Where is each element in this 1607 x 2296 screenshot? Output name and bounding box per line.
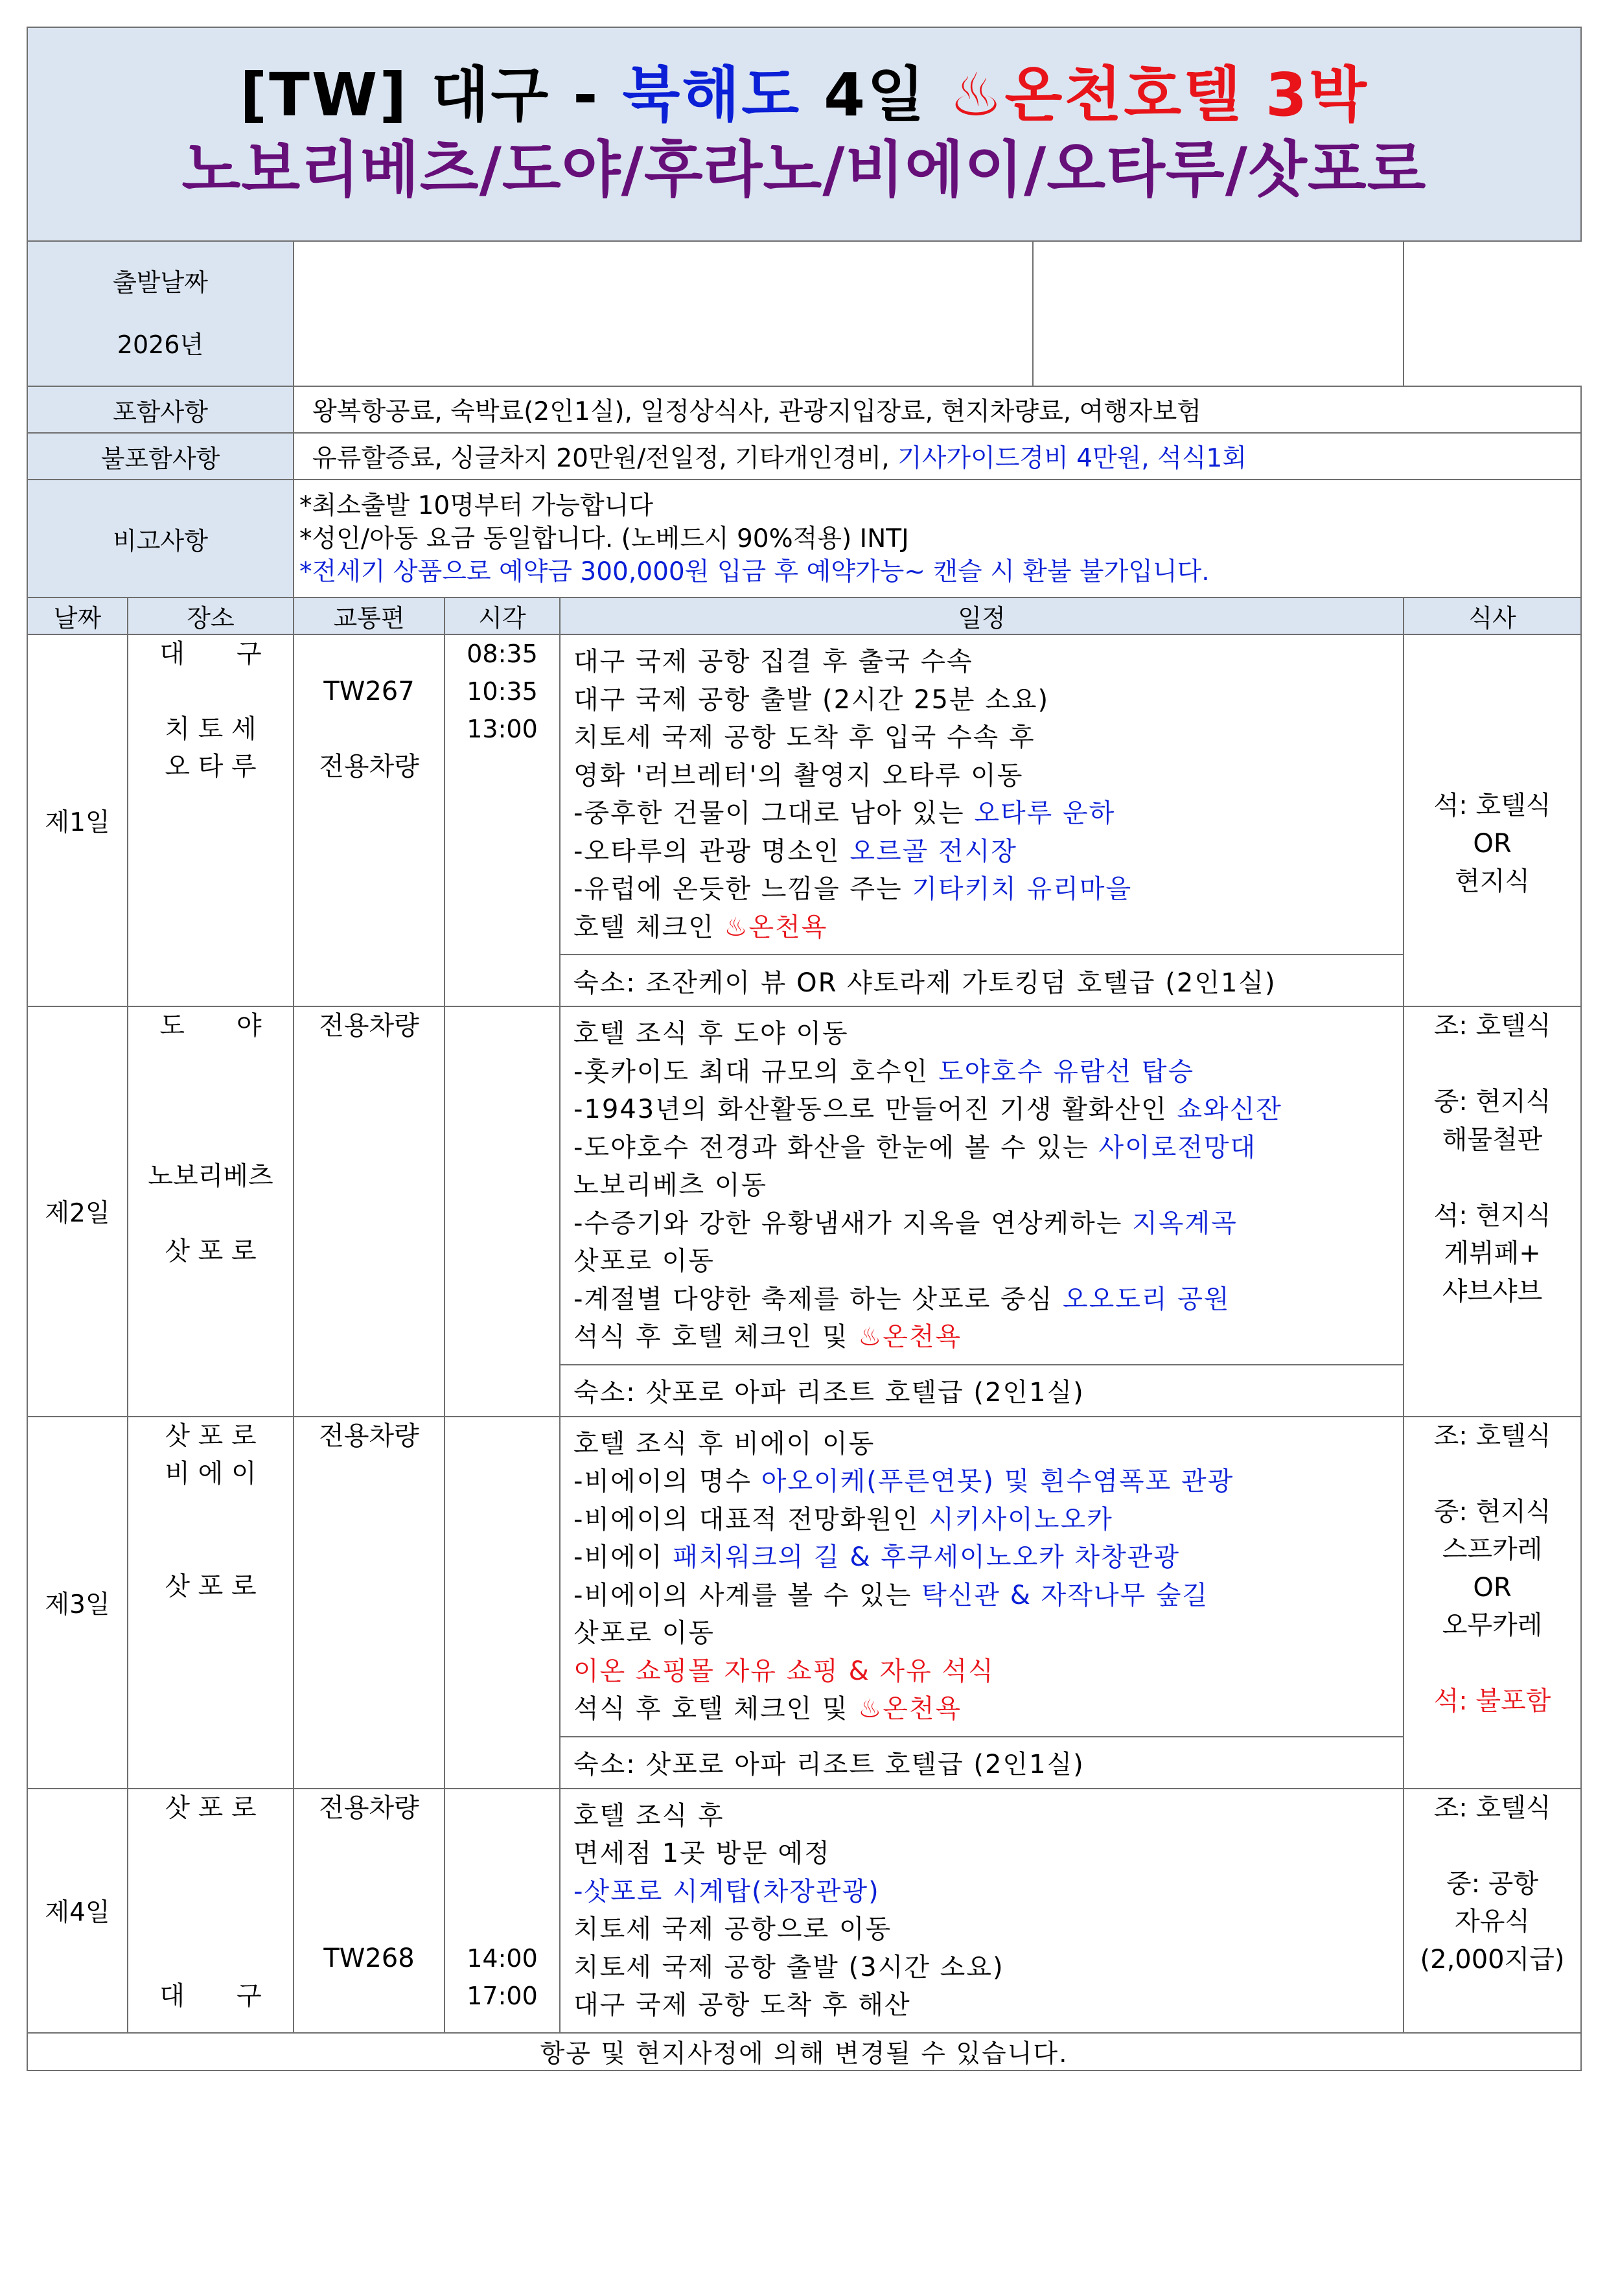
departure-date-field[interactable] — [294, 241, 1404, 386]
schedule-text: -비에이의 대표적 전망화원인 — [573, 1504, 929, 1535]
departure-label: 출발날짜 — [113, 268, 208, 297]
meal-line — [1404, 673, 1580, 712]
schedule-line — [573, 1318, 1403, 1356]
place-name — [128, 1940, 293, 1977]
schedule-text: 대구 국제 공항 출발 (2시간 25분 소요) — [573, 684, 1050, 715]
excluded-guide-fee: 기사가이드경비 4만원, 석식1회 — [897, 444, 1247, 473]
day-row — [27, 634, 1581, 955]
place-name — [128, 861, 293, 898]
day-row — [27, 1789, 1581, 2033]
schedule-text: 대구 국제 공항 도착 후 해산 — [573, 1990, 911, 2020]
schedule-text: 호텔 조식 후 — [573, 1800, 724, 1831]
schedule-line — [573, 1091, 1403, 1129]
schedule-text: -삿포로 시계탑(차장관광) — [573, 1876, 880, 1907]
meal-line: 중: 현지식 — [1433, 1496, 1551, 1527]
meal-cell — [1404, 1006, 1581, 1417]
place-cell — [128, 634, 294, 1006]
column-header: 교통편 — [294, 597, 445, 634]
schedule-line — [573, 870, 1403, 909]
schedule-line — [573, 1205, 1403, 1243]
schedule-text: 시키사이노오카 — [929, 1504, 1113, 1535]
meal-cell — [1404, 634, 1581, 1006]
schedule-text: 이온 쇼핑몰 자유 쇼핑 & 자유 석식 — [573, 1656, 995, 1686]
transport-cell — [294, 634, 445, 1006]
title-part: [TW] 대구 - — [240, 60, 623, 130]
transport-item — [294, 710, 444, 748]
place-cell — [128, 1006, 294, 1417]
schedule-line — [573, 1910, 1403, 1949]
title-line-2: 노보리베츠/도야/후라노/비에이/오타루/삿포로 — [181, 135, 1427, 205]
transport-cell — [294, 1417, 445, 1789]
place-name: 대 구 — [159, 1980, 262, 2011]
time-cell — [445, 1789, 560, 2033]
schedule-text: 호텔 조식 후 도야 이동 — [573, 1019, 849, 1049]
transport-item — [294, 1864, 444, 1902]
schedule-line — [573, 1873, 1403, 1911]
transport-item: 전용차량 — [319, 1421, 419, 1451]
schedule-text: -계절별 다양한 축제를 하는 삿포로 중심 — [573, 1284, 1063, 1314]
place-name — [128, 1902, 293, 1940]
time-value: 17:00 — [467, 1981, 538, 2010]
meal-line: 현지식 — [1455, 866, 1530, 896]
schedule-line — [573, 1797, 1403, 1835]
time-value — [445, 1789, 559, 1827]
schedule-text: 호텔 조식 후 비에이 이동 — [573, 1428, 875, 1459]
meal-line — [1404, 1645, 1580, 1683]
title-part: ♨온천호텔 3박 — [949, 60, 1369, 130]
departure-label-cell — [27, 241, 294, 386]
excluded-text — [294, 433, 1581, 480]
column-header: 일정 — [560, 597, 1404, 634]
meal-line: 조: 호텔식 — [1433, 1421, 1551, 1451]
title-line-1 — [28, 59, 1580, 132]
schedule-line — [573, 1690, 1403, 1728]
place-name: 도 야 — [159, 1011, 262, 1041]
schedule-text: -비에이의 명수 — [573, 1467, 761, 1496]
schedule-text: 오오도리 공원 — [1062, 1284, 1231, 1314]
transport-item — [294, 635, 444, 673]
time-value: 14:00 — [467, 1943, 538, 1973]
schedule-cell — [560, 634, 1404, 955]
column-header: 시각 — [445, 597, 560, 634]
meal-line: 자유식 — [1455, 1907, 1530, 1936]
schedule-text: 삿포로 이동 — [573, 1246, 715, 1276]
place-name — [128, 785, 293, 823]
schedule-text: ♨온천욕 — [724, 912, 828, 942]
place-name — [128, 673, 293, 710]
hotel-info: 숙소: 삿포로 아파 리조트 호텔급 (2인1실) — [560, 1737, 1404, 1789]
schedule-text: 탁신관 & 자작나무 숲길 — [921, 1580, 1209, 1610]
schedule-text: -도야호수 전경과 화산을 한눈에 볼 수 있는 — [573, 1132, 1099, 1163]
schedule-text: 치토세 국제 공항 출발 (3시간 소요) — [573, 1952, 1004, 1982]
place-name — [128, 1082, 293, 1120]
schedule-text: 쇼와신잔 — [1177, 1095, 1282, 1124]
schedule-line — [573, 1501, 1403, 1539]
time-cell — [445, 634, 560, 1006]
day-row — [27, 1006, 1581, 1365]
schedule-text: 치토세 국제 공항 도착 후 입국 수속 후 — [573, 723, 1035, 752]
schedule-text: 지옥계곡 — [1132, 1208, 1238, 1238]
place-name — [128, 1864, 293, 1902]
meal-line: 석: 현지식 — [1433, 1200, 1551, 1231]
schedule-line — [573, 1577, 1403, 1615]
schedule-text: 삿포로 이동 — [573, 1618, 715, 1648]
schedule-line — [573, 833, 1403, 871]
meal-cell — [1404, 1789, 1581, 2033]
meal-line: 석: 불포함 — [1433, 1686, 1551, 1716]
schedule-text: 오르골 전시장 — [850, 836, 1017, 866]
time-value — [445, 1902, 559, 1940]
transport-item — [294, 1902, 444, 1940]
place-name — [128, 823, 293, 861]
schedule-text: -오타루의 관광 명소인 — [573, 836, 850, 866]
hotel-info: 숙소: 삿포로 아파 리조트 호텔급 (2인1실) — [560, 1365, 1404, 1417]
schedule-text: 노보리베츠 이동 — [573, 1170, 768, 1200]
transport-item: 전용차량 — [319, 1792, 419, 1823]
remark-line: *전세기 상품으로 예약금 300,000원 입금 후 예약가능~ 캔슬 시 환불 불가입니다. — [299, 557, 1210, 586]
schedule-text: -비에이 — [573, 1542, 673, 1572]
title-block — [27, 27, 1581, 241]
meal-line: 게뷔페+ — [1444, 1238, 1541, 1268]
place-name — [128, 1195, 293, 1233]
meal-line: 중: 현지식 — [1433, 1087, 1551, 1117]
itinerary-sheet — [27, 27, 1580, 2071]
day-label: 제3일 — [27, 1417, 128, 1789]
place-name — [128, 1120, 293, 1157]
transport-item: 전용차량 — [319, 752, 419, 782]
schedule-text: 영화 '러브레터'의 촬영지 오타루 이동 — [573, 760, 1024, 791]
place-name — [128, 1530, 293, 1568]
meal-line — [1404, 749, 1580, 787]
schedule-line — [573, 1053, 1403, 1091]
day-label: 제2일 — [27, 1006, 128, 1417]
place-name: 삿 포 로 — [165, 1792, 257, 1823]
included-text: 왕복항공료, 숙박료(2인1실), 일정상식사, 관광지입장료, 현지차량료, 여행자보험 — [294, 386, 1581, 433]
schedule-line — [573, 1652, 1403, 1691]
remark-line: *최소출발 10명부터 가능합니다 — [299, 491, 654, 520]
schedule-text: 대구 국제 공항 집결 후 출국 수속 — [573, 647, 973, 677]
departure-extra-field[interactable] — [1032, 242, 1403, 386]
schedule-line — [573, 719, 1403, 757]
transport-item: TW267 — [323, 677, 415, 706]
place-name: 삿 포 로 — [165, 1421, 257, 1451]
place-name: 오 타 루 — [165, 752, 257, 782]
footer-note: 항공 및 현지사정에 의해 변경될 수 있습니다. — [27, 2033, 1581, 2070]
schedule-line — [573, 1425, 1403, 1463]
meal-line: OR — [1473, 828, 1512, 859]
schedule-text: 아오이케(푸른연못) 및 흰수염폭포 관광 — [761, 1467, 1234, 1496]
meal-line — [1404, 635, 1580, 673]
title-part: 북해도 — [622, 60, 802, 130]
schedule-text: 면세점 1곳 방문 예정 — [573, 1838, 831, 1868]
time-value: 13:00 — [467, 715, 538, 743]
meal-line — [1404, 1159, 1580, 1197]
schedule-text: 호텔 체크인 — [573, 912, 724, 942]
schedule-text: -1943년의 화산활동으로 만들어진 기생 활화산인 — [573, 1095, 1177, 1124]
schedule-line — [573, 757, 1403, 795]
schedule-text: -홋카이도 최대 규모의 호수인 — [573, 1056, 938, 1087]
excluded-label: 불포함사항 — [27, 433, 294, 480]
column-header: 식사 — [1404, 597, 1581, 634]
day-label: 제4일 — [27, 1789, 128, 2033]
included-label: 포함사항 — [27, 386, 294, 433]
place-name: 삿 포 로 — [165, 1571, 257, 1601]
schedule-line — [573, 1281, 1403, 1319]
remark-line: *성인/아동 요금 동일합니다. (노베드시 90%적용) INTJ — [299, 524, 909, 553]
time-value — [445, 1864, 559, 1902]
place-name: 삿 포 로 — [165, 1236, 257, 1266]
meal-line: 중: 공항 — [1446, 1868, 1539, 1899]
time-value: 08:35 — [467, 640, 538, 668]
schedule-text: 도야호수 유람선 탑승 — [938, 1056, 1195, 1087]
itinerary-table — [27, 27, 1582, 2071]
meal-line: 오무카레 — [1442, 1610, 1543, 1640]
departure-year: 2026년 — [117, 330, 204, 359]
time-value — [445, 1827, 559, 1864]
schedule-text: -비에이의 사계를 볼 수 있는 — [573, 1580, 922, 1610]
place-cell — [128, 1789, 294, 2033]
remarks-text — [294, 480, 1581, 597]
column-header-row — [27, 597, 1581, 634]
place-cell — [128, 1417, 294, 1789]
schedule-cell — [560, 1789, 1404, 2033]
schedule-line — [573, 1463, 1403, 1501]
place-name — [128, 898, 293, 936]
excluded-main: 유류할증료, 싱글차지 20만원/전일정, 기타개인경비, — [312, 444, 898, 473]
column-header: 날짜 — [27, 597, 128, 634]
schedule-text: -유럽에 온듯한 느낌을 주는 — [573, 874, 912, 904]
schedule-line — [573, 1986, 1403, 2024]
column-header: 장소 — [128, 597, 294, 634]
meal-line: 조: 호텔식 — [1433, 1011, 1551, 1041]
hotel-info: 숙소: 조잔케이 뷰 OR 샤토라제 가토킹덤 호텔급 (2인1실) — [560, 955, 1404, 1006]
meal-line: (2,000지급) — [1420, 1944, 1565, 1975]
meal-line: 해물철판 — [1442, 1124, 1543, 1155]
schedule-text: -수증기와 강한 유황냄새가 지옥을 연상케하는 — [573, 1208, 1133, 1238]
meal-line: 스프카레 — [1442, 1535, 1543, 1564]
meal-cell — [1404, 1417, 1581, 1789]
time-cell — [445, 1417, 560, 1789]
meal-line — [1404, 1045, 1580, 1084]
time-value: 10:35 — [467, 677, 538, 706]
schedule-text: 기타키치 유리마을 — [912, 874, 1133, 904]
schedule-text: 사이로전망대 — [1098, 1132, 1257, 1163]
meal-line: 조: 호텔식 — [1433, 1792, 1551, 1823]
transport-item: 전용차량 — [319, 1011, 419, 1041]
transport-item — [294, 1827, 444, 1864]
schedule-text: ♨온천욕 — [858, 1694, 962, 1724]
transport-item: TW268 — [323, 1943, 415, 1973]
schedule-line — [573, 1015, 1403, 1053]
meal-line: 석: 호텔식 — [1433, 791, 1551, 820]
time-cell — [445, 1006, 560, 1417]
schedule-text: 석식 후 호텔 체크인 및 — [573, 1694, 859, 1724]
schedule-text: ♨온천욕 — [858, 1322, 962, 1352]
meal-line — [1404, 1827, 1580, 1865]
place-name — [128, 1045, 293, 1082]
schedule-line — [573, 1949, 1403, 1987]
place-name — [128, 1492, 293, 1530]
schedule-text: 석식 후 호텔 체크인 및 — [573, 1322, 859, 1352]
schedule-line — [573, 643, 1403, 681]
days-body — [27, 634, 1581, 2033]
meal-line: OR — [1473, 1572, 1512, 1603]
schedule-text: -중후한 건물이 그대로 남아 있는 — [573, 798, 975, 828]
schedule-line — [573, 1614, 1403, 1652]
schedule-line — [573, 909, 1403, 947]
meal-line — [1404, 1455, 1580, 1493]
meal-line: 샤브샤브 — [1442, 1276, 1543, 1306]
schedule-text: 치토세 국제 공항으로 이동 — [573, 1914, 892, 1944]
transport-cell — [294, 1789, 445, 2033]
place-name: 대 구 — [159, 639, 262, 669]
schedule-line — [573, 1835, 1403, 1873]
day-label: 제1일 — [27, 634, 128, 1006]
schedule-line — [573, 1166, 1403, 1205]
title-part: 4일 — [801, 60, 950, 130]
schedule-cell — [560, 1006, 1404, 1365]
schedule-line — [573, 1242, 1403, 1281]
schedule-line — [573, 1538, 1403, 1577]
place-name: 비 에 이 — [165, 1458, 257, 1489]
transport-cell — [294, 1006, 445, 1417]
place-name: 노보리베츠 — [148, 1161, 273, 1191]
schedule-line — [573, 1129, 1403, 1167]
schedule-cell — [560, 1417, 1404, 1737]
place-name: 치 토 세 — [165, 714, 257, 744]
schedule-text: 오타루 운하 — [974, 798, 1116, 828]
place-name — [128, 1827, 293, 1864]
remarks-label: 비고사항 — [27, 480, 294, 597]
day-row — [27, 1417, 1581, 1737]
meal-line — [1404, 711, 1580, 749]
schedule-text: 패치워크의 길 & 후쿠세이노오카 차창관광 — [673, 1542, 1181, 1572]
schedule-line — [573, 794, 1403, 833]
schedule-line — [573, 681, 1403, 719]
